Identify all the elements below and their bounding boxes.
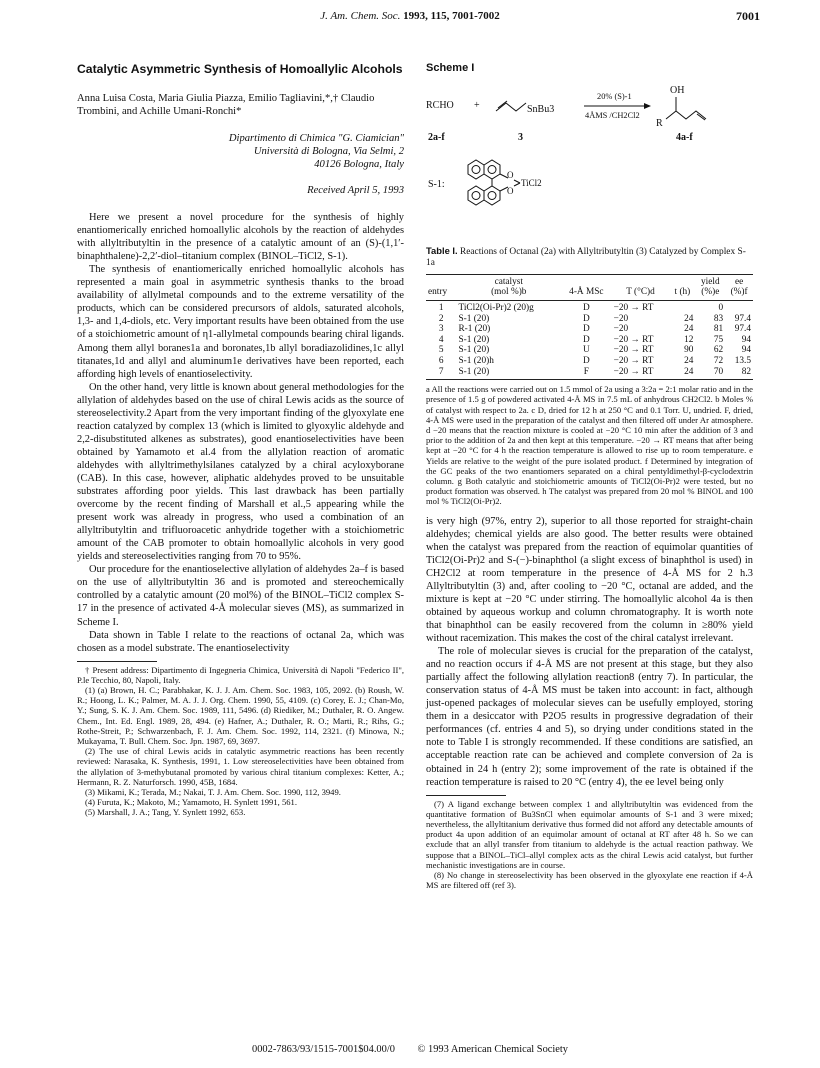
left-column <box>77 62 404 818</box>
copyright-notice: © 1993 American Chemical Society <box>417 1044 568 1055</box>
table-cell: −20 → RT <box>613 334 654 345</box>
table-caption <box>426 245 753 270</box>
ti-bond <box>514 180 520 183</box>
table-cell: 3 <box>438 324 444 335</box>
header-cell: t (h) <box>669 287 695 300</box>
compound-4af-label: 4a-f <box>676 132 693 144</box>
allyl-bond-line <box>496 103 526 111</box>
table-cell: −20 <box>613 324 629 335</box>
received-date: Received April 5, 1993 <box>307 185 404 196</box>
table-cell: 0 <box>718 303 724 314</box>
footnote: (4) Furuta, K.; Makoto, M.; Yamamoto, H. Synlett 1991, 561. <box>85 797 297 808</box>
table-cell: 81 <box>713 324 724 335</box>
table-cell: 1 <box>438 303 444 314</box>
oxygen-label: O <box>507 170 514 181</box>
page-footer <box>0 1044 820 1055</box>
table-row <box>426 314 753 325</box>
body-paragraph: Here we present a novel procedure for the synthesis of highly enantiomerically enriched homoallylic alcohols by the reaction of aldehydes with allyltributyltin in the presence of a catalytic amount of an (S)-(1,1′-binaphthalene)-2,2′-diol–titanium complex (BINOL–TiCl2, S-1). <box>77 212 404 263</box>
body-paragraph: The synthesis of enantiomerically enriched homoallylic alcohols has represented a main goal in asymmetric synthesis thanks to the broad availability of allylmetal compounds and to the extreme versatility of the products, which can be considered precursors of aldols, saturated alcohols, 1,3- and 1,4-diols, etc. Very important results have been obtained from the use of a stoichiometric amount of η1-allylmetal compounds bearing chiral ligands. Among them allyl boranes1a and boronates,1b allyl boradiazolidines,1c allyl titanates,1d and allyl and aluminum1e derivatives have been reported, each affording high levels of enantioselectivity. <box>77 264 404 380</box>
table-cell: 97.4 <box>734 324 751 335</box>
right-column <box>426 62 753 890</box>
table-cell: S-1 (20) <box>456 367 561 380</box>
table-cell: 6 <box>438 356 444 367</box>
table-cell: R-1 (20) <box>458 324 491 335</box>
table-cell: 24 <box>669 367 695 380</box>
footnote: (7) A ligand exchange between complex 1 and allyltributyltin was evidenced from the quantitative formation of Bu3SnCl when equimolar amounts of S-1 and 3 were mixed; nevertheless, the allyltitanium derivative thus formed did not afford any detectable amounts of product 4a upon addition of an equimolar amount of octanal at RT after 48 h. So we can exclude that an allyl transfer from titanium to aldehyde is the actual reaction pathway. We suppose that a BINOL–TiCl–allyl complex acts as the chiral Lewis acid catalyst, but further mechanistic investigations are in course. <box>426 798 753 870</box>
table-cell: −20 → RT <box>613 303 654 314</box>
catalyst-s1-label: S-1: <box>428 179 445 191</box>
table-cell: 75 <box>713 334 724 345</box>
header-cell: (mol %)b <box>456 287 561 300</box>
table-cell: −20 → RT <box>612 367 670 380</box>
table-header-row <box>426 287 753 300</box>
table-cell: 70 <box>695 367 725 380</box>
table-row <box>426 301 753 314</box>
table-cell: 4 <box>438 334 444 345</box>
table-row <box>426 335 753 346</box>
footnote: † Present address: Dipartimento di Ingegneria Chimica, Università di Napoli "Federico II", P.le Tecchio, 80, Napoli, Italy. <box>77 664 404 685</box>
table-cell: 24 <box>684 356 694 367</box>
table-row <box>426 324 753 335</box>
footnote: (1) (a) Brown, H. C.; Parabhakar, K. J. J. Am. Chem. Soc. 1983, 105, 2092. (b) Roush, W. R.; Hoong, L. K.; Palmer, M. A. J. J. Org. Chem. 1990, 55, 4109. (c) Corey, E. J.; Chan-Mo, Y.; Sung, S. K. J. Am. Chem. Soc. 1989, 111, 5496. (d) Riediker, M.; Duthaler, R. O. Angew. Chem., Int. Ed. Engl. 1989, 28, 494. (e) Hafner, A.; Duthaler, R. O.; Marti, R.; Rihs, G.; Rothe-Streit, P.; Schwarzenbach, F. J. Am. Chem. Soc. 1992, 114, 2321. (f) Minowa, N.; Mukayama, T. Bull. Chem. Soc. Jpn. 1987, 69, 3697. <box>77 685 404 747</box>
body-paragraph: is very high (97%, entry 2), superior to all those reported for straight-chain aldehydes; chemical yields are also good. The better results were obtained when the catalyst was prepared from the reaction of equimolar quantities of TiCl2(Oi-Pr)2 and S-(−)-binaphthol (a slight excess of binaphthol is used) in CH2Cl2 at room temperature in the presence of 4-Å MS for 2 h.3 Allyltributyltin (3) and, after cooling to −20 °C, octanal are added, and the mixture is kept at −20 °C under stirring. The homoallylic alcohol 4a is then obtained by aqueous workup and column chromatography. It is worth note that binaphthol can be easily recovered from the column in ≥80% yield without racemization. This makes the cost of the chiral catalyst irrelevant. <box>426 515 753 645</box>
table-cell: 13.5 <box>734 356 751 367</box>
header-cell: catalyst <box>456 274 561 287</box>
table-cell: 7 <box>426 367 456 380</box>
table-cell: 24 <box>684 324 694 335</box>
table-cell: 24 <box>684 313 694 324</box>
footnote: (2) The use of chiral Lewis acids in catalytic asymmetric reactions has been recently reviewed: Narasaka, K. Synthesis, 1991, 1. Low stereoselectivities have been obtained from the allylation of 3-methybutanal promoted by various chiral titanium complexes: Ketter, A.; Hermann, R. Z. Naturforsch. 1990, 45B, 1684. <box>77 746 404 787</box>
header-cell: entry <box>426 287 456 300</box>
table-cell <box>725 301 753 314</box>
conditions-label: 4ÅMS /CH2Cl2 <box>585 111 640 121</box>
table-cell: 83 <box>713 313 724 324</box>
body-paragraph: Data shown in Table I relate to the reactions of octanal 2a, which was chosen as a model substrate. The enantioselectivity <box>77 629 404 654</box>
aldehyde-label: RCHO <box>426 100 454 112</box>
footnote: (3) Mikami, K.; Terada, M.; Nakai, T. J. Am. Chem. Soc. 1990, 112, 3949. <box>85 787 341 798</box>
table-row <box>426 356 753 367</box>
aromatic-circle <box>472 192 480 200</box>
affiliation-line: 40126 Bologna, Italy <box>314 159 404 170</box>
allyl-double-bond <box>498 101 507 108</box>
footnote-divider <box>426 795 506 796</box>
header-cell: ee <box>725 274 753 287</box>
table-notes: a All the reactions were carried out on 1.5 mmol of 2a using a 3:2a = 2:1 molar ratio and in the presence of 1.5 g of powdered activated 4-Å MS in 7.5 mL of anhydrous CH2Cl2. b Moles % of catalyst with respect to 2a. c D, dried for 12 h at 250 °C and 0.1 Torr. U, undried. F, dried, 4-Å MS were used in the preparation of the catalyst and then filtered off under Ar atmosphere. d −20 means that the reaction mixture is cooled at −20 °C 10 min after the addition of 3 and prior to the addition of 2a and then kept at this temperature. −20 → RT means that after being kept at −20 °C for 4 h the reaction temperature is allowed to rise up to room temperature. e Yields are relative to the weight of the pure isolated product. f Determined by integration of the GC peaks of the two enantiomers separated on a chiral pentyldimethyl-β-cyclodextrin column. g Both catalytic and stoichiometric amounts of TiCl2(Oi-Pr)2 were tested, but no product formation was observed. h The catalyst was prepared from 20 mol % BINOL and 100 mol % TiCl2(Oi-Pr)2. <box>426 384 753 507</box>
compound-3-label: 3 <box>518 132 523 144</box>
header-cell: (%)f <box>725 287 753 300</box>
product-chain <box>666 111 706 119</box>
stannane-label: SnBu3 <box>527 104 555 116</box>
price-code: 0002-7863/93/1515-7001$04.00/0 <box>252 1044 395 1055</box>
running-header <box>0 10 820 22</box>
table-cell: S-1 (20) <box>458 313 490 324</box>
naphthyl-ring <box>484 186 500 205</box>
table-cell: 94 <box>741 345 751 356</box>
header-cell: (%)e <box>695 287 725 300</box>
author-list: Anna Luisa Costa, Maria Giulia Piazza, Emilio Tagliavini,*,† Claudio Trombini, and Achille Umani-Ronchi* <box>77 93 375 117</box>
journal-name: J. Am. Chem. Soc. <box>320 10 401 22</box>
affiliation-line: Dipartimento di Chimica "G. Ciamician" <box>228 133 404 144</box>
table-cell: −20 <box>613 313 629 324</box>
naphthyl-ring <box>484 160 500 179</box>
table-cell: 97.4 <box>734 313 751 324</box>
table-title: Reactions of Octanal (2a) with Allyltributyltin (3) Catalyzed by Complex S-1a <box>426 247 746 269</box>
table-cell: D <box>583 324 590 335</box>
aromatic-circle <box>472 166 480 174</box>
article-title: Catalytic Asymmetric Synthesis of Homoallylic Alcohols <box>77 62 403 76</box>
table-cell: U <box>583 345 590 356</box>
table-cell: 12 <box>684 334 694 345</box>
hydroxyl-label: OH <box>670 85 685 97</box>
header-cell: T (°C)d <box>612 287 670 300</box>
header-cell <box>612 274 670 287</box>
table-header-row <box>426 274 753 287</box>
ticl2-label: TiCl2 <box>521 178 542 189</box>
table-cell: −20 → RT <box>613 345 654 356</box>
table-cell: D <box>583 356 590 367</box>
footnote-divider <box>77 661 157 662</box>
journal-citation: 1993, 115, 7001-7002 <box>403 10 500 22</box>
table-cell: 62 <box>713 345 724 356</box>
table-cell: 94 <box>741 334 751 345</box>
table-cell: F <box>561 367 612 380</box>
reaction-scheme <box>426 81 753 239</box>
header-cell: 4-Å MSc <box>561 287 612 300</box>
table-row <box>426 367 753 380</box>
results-table <box>426 274 753 380</box>
table-cell: 72 <box>713 356 724 367</box>
table-cell: 82 <box>725 367 753 380</box>
ti-bond <box>514 183 520 186</box>
header-cell <box>561 274 612 287</box>
compound-2af-label: 2a-f <box>428 132 445 144</box>
header-cell <box>669 274 695 287</box>
aromatic-circle <box>488 166 496 174</box>
reaction-arrowhead <box>644 103 651 109</box>
plus-sign: + <box>474 100 480 112</box>
table-cell: TiCl2(Oi-Pr)2 (20)g <box>458 303 534 314</box>
table-cell: D <box>583 313 590 324</box>
body-paragraph: The role of molecular sieves is crucial for the preparation of the catalyst, and no reaction occurs if 4-Å MS are not present at this stage, but they also partially affect the following allylation reaction8 (entry 7). In particular, the conservation status of 4-Å MS must be taken into account: in fact, although just-opened packages of molecular sieves can be usefully employed, storing them in a desiccator with P2O5 results in progressive degradation of their performances (cf. entries 4 and 5), so drying under conditions stated in the note to Table I is strongly recommended. If these conditions are satisfied, an acceptable reaction rate can be achieved and complete conversion of 2a is obtained in 24 h (entry 2); some improvement of the rate is obtained if the reaction temperature is raised to 20 °C (entry 4), the ee level being only <box>426 646 753 788</box>
table-cell <box>669 301 695 314</box>
aromatic-circle <box>488 192 496 200</box>
scheme-title: Scheme I <box>426 62 475 74</box>
catalyst-label: 20% (S)-1 <box>597 92 632 102</box>
body-paragraph: On the other hand, very little is known about general methodologies for the allylation of aldehydes based on the use of chiral Lewis acids as the source of stereoselectivity.2 Apart from the very important finding of the glyoxylate ene reaction catalyzed by complex 13 (which is limited to glyoxylic aldehyde and 2,2-disubstituted alkenes as substrates), good enantioselectivities have been obtained by Yamamoto et al.4 from the allylation reaction of aromatic aldehydes with allyltrimethylsilanes catalyzed by a chiral acyloxyborane (CAB). In this case, however, aliphatic aldehydes proved to be unsuitable substrates affording poor yields. This last drawback has been partially overcome by the recent finding of Marshall et al.,5 appearing while the present work was already in progress, who used a combination of an allyltributyltin and trifluoroacetic anhydride together with a stoichiometric amount of the CAB promoter to obtain homoallylic alcohols in very good yields and stereoselectivities ranging from 70 to 95%. <box>77 381 404 563</box>
table-cell: S-1 (20) <box>458 345 490 356</box>
footnote: (5) Marshall, J. A.; Tang, Y. Synlett 1992, 653. <box>85 807 246 818</box>
table-cell: D <box>583 334 590 345</box>
affiliation-line: Università di Bologna, Via Selmi, 2 <box>253 146 404 157</box>
binol-structure <box>468 160 520 205</box>
table-cell: D <box>583 303 590 314</box>
r-group-label: R <box>656 118 663 130</box>
affiliation <box>77 132 404 171</box>
naphthyl-ring <box>468 186 484 205</box>
header-cell <box>426 274 456 287</box>
oxygen-label: O <box>507 186 514 197</box>
body-paragraph: Our procedure for the enantioselective allylation of aldehydes 2a–f is based on the use of allyltributyltin 36 and is promoted and stereochemically controlled by a catalytic amount (20 mol%) of the BINOL–TiCl2 complex S-17 in the presence of activated 4-Å molecular sieves (MS), as summarized in Scheme I. <box>77 564 404 628</box>
footnote: (8) No change in stereoselectivity has been observed in the glyoxylate ene reaction if 4-Å MS are filtered off (ref 3). <box>426 870 753 891</box>
table-cell: 5 <box>438 345 444 356</box>
table-cell: S-1 (20)h <box>458 356 494 367</box>
table-label: Table I. <box>426 245 458 257</box>
table-cell: 90 <box>684 345 694 356</box>
table-cell: 2 <box>438 313 444 324</box>
table-row <box>426 345 753 356</box>
naphthyl-ring <box>468 160 484 179</box>
table-cell: S-1 (20) <box>458 334 490 345</box>
header-cell: yield <box>695 274 725 287</box>
table-cell: −20 → RT <box>613 356 654 367</box>
page-number: 7001 <box>736 9 760 23</box>
